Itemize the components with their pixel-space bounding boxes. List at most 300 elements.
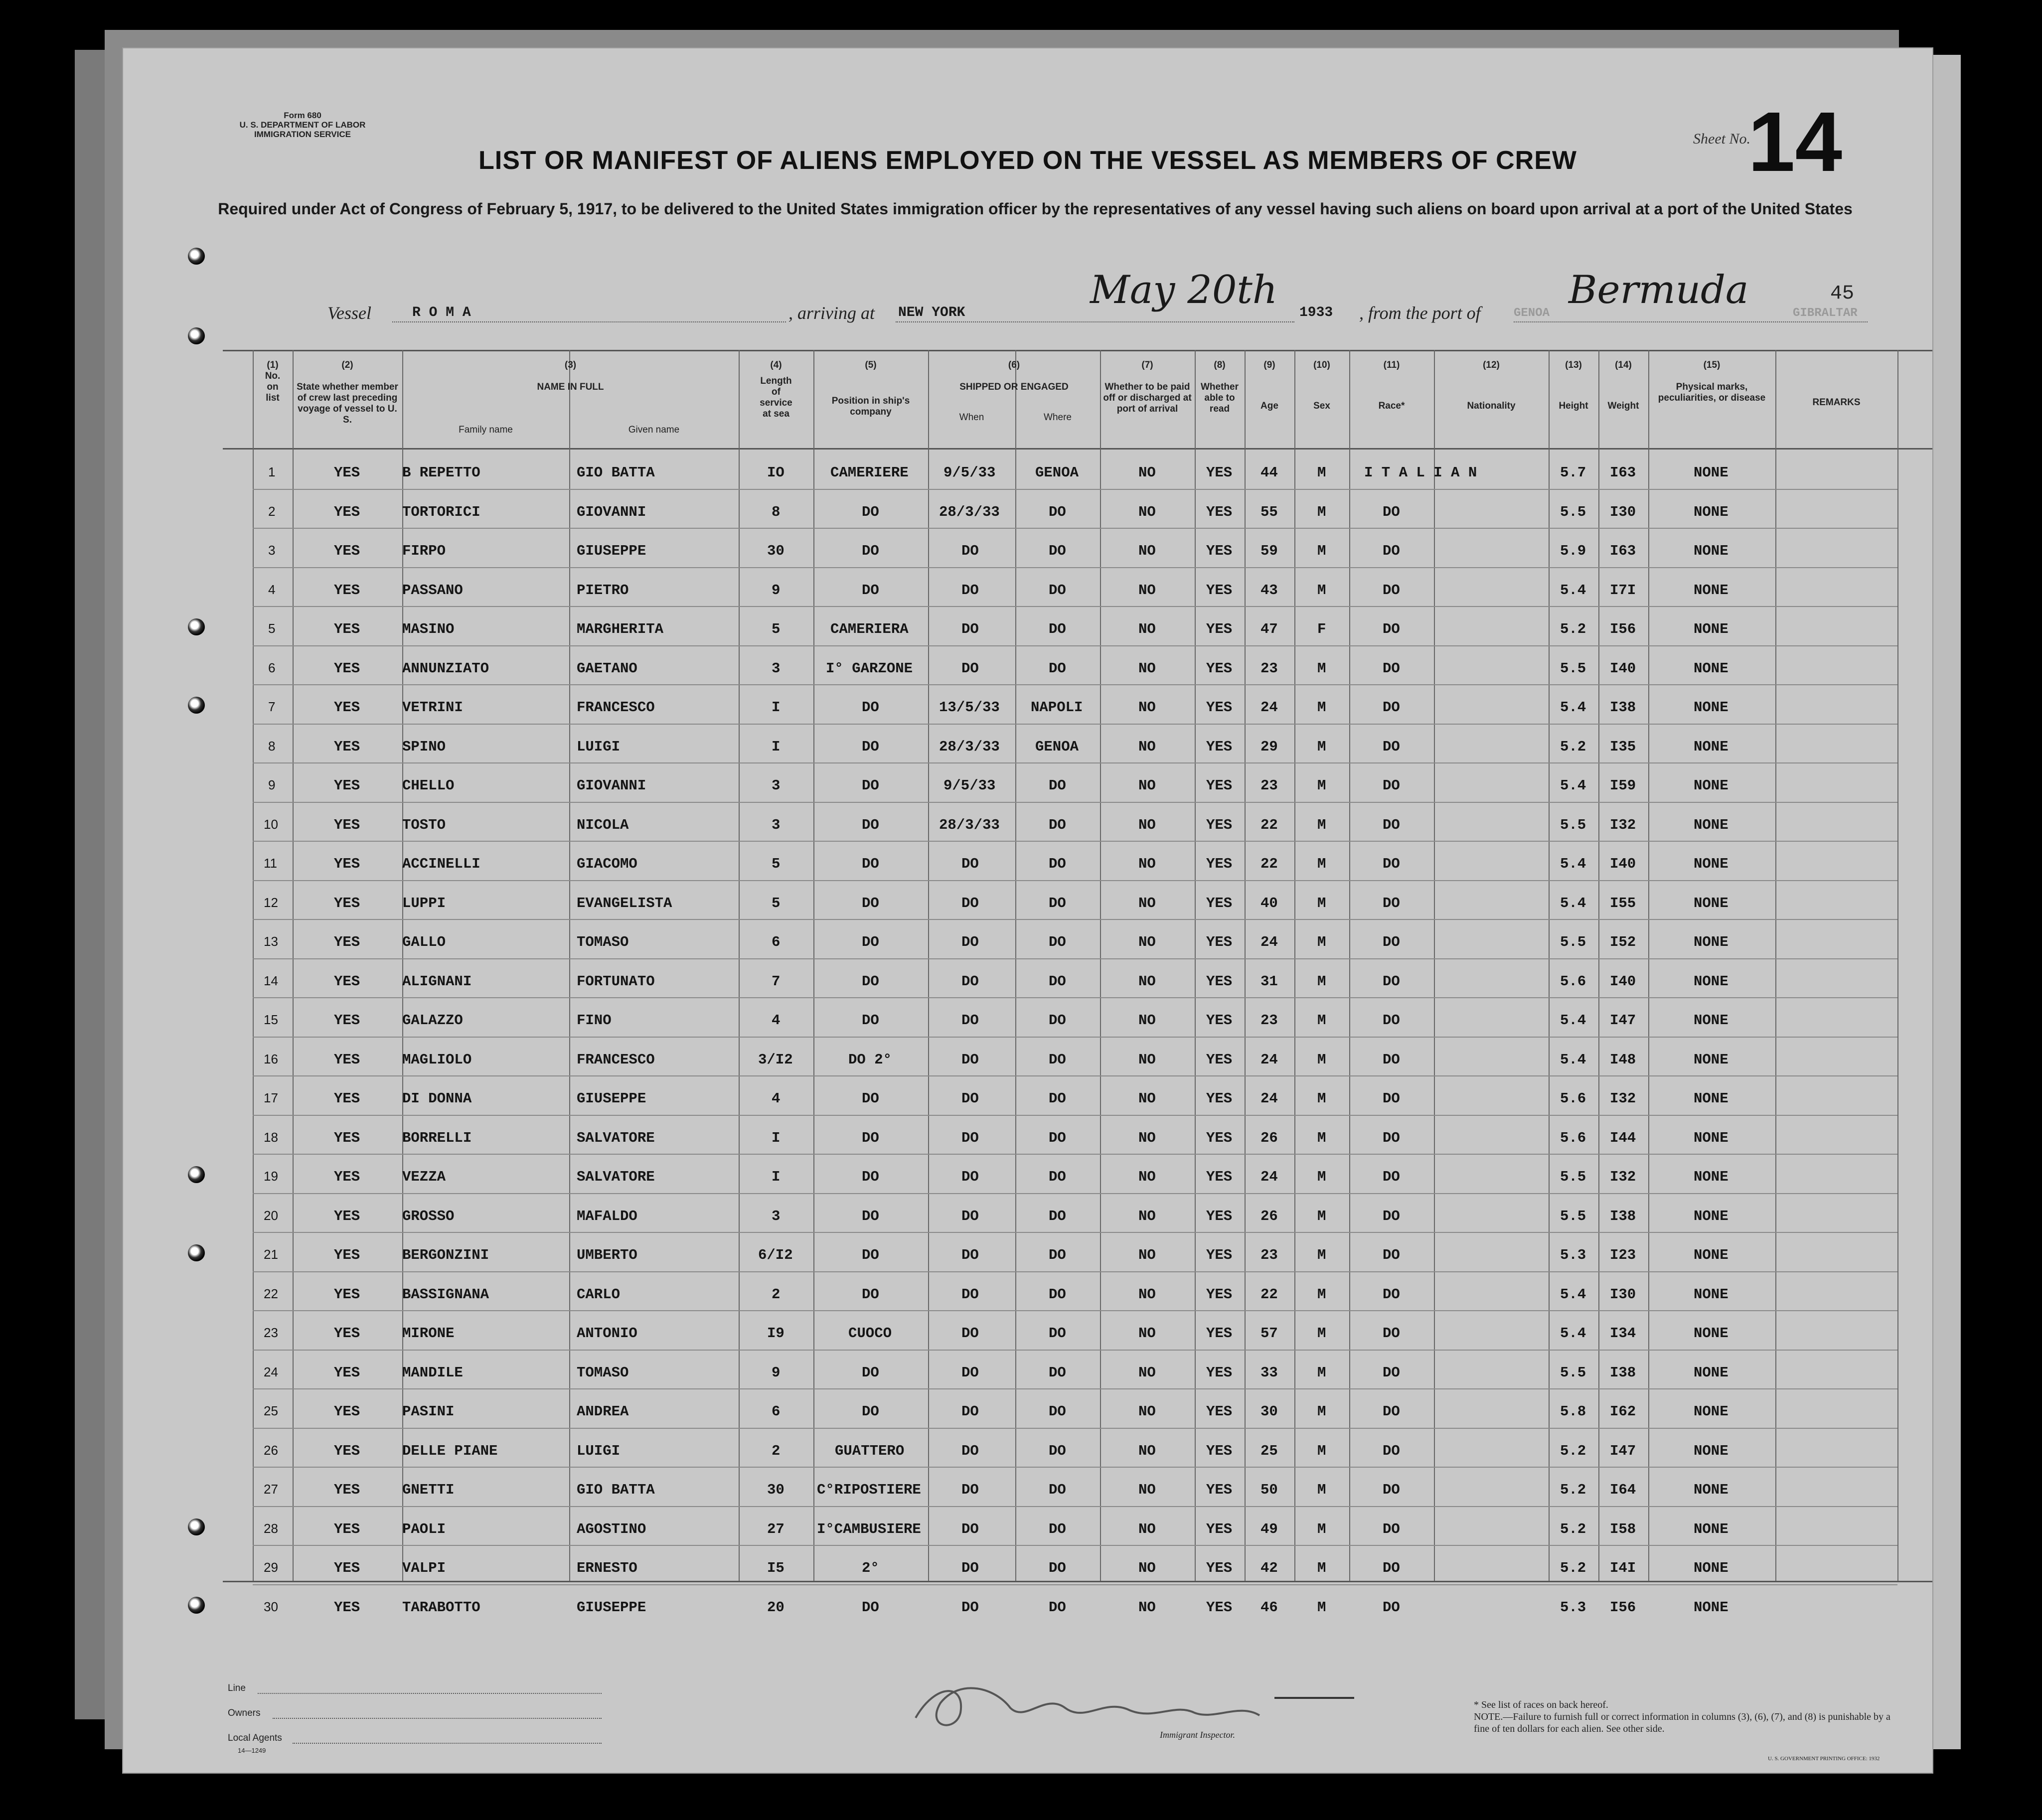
physical-marks-cell: NONE	[1694, 1560, 1728, 1576]
shipped-where-cell: DO	[1049, 1169, 1066, 1185]
prior-voyage-cell: YES	[334, 1599, 360, 1616]
age-cell: 40	[1260, 895, 1278, 911]
prior-voyage-cell: YES	[334, 699, 360, 716]
sex-cell: M	[1317, 543, 1326, 559]
height-cell: 5.3	[1560, 1599, 1586, 1616]
service-length-cell: I	[772, 699, 781, 716]
col13-header: (13) Height	[1559, 360, 1588, 411]
race-cell: DO	[1383, 582, 1400, 599]
col6-header: (6) SHIPPED OR ENGAGED	[959, 360, 1069, 392]
paid-off-cell: NO	[1138, 1599, 1156, 1616]
able-to-read-cell: YES	[1206, 738, 1233, 755]
shipped-where-cell: GENOA	[1035, 738, 1079, 755]
given-name-cell: NICOLA	[577, 816, 629, 833]
age-cell: 23	[1260, 777, 1278, 794]
sex-cell: M	[1317, 1403, 1326, 1420]
service-length-cell: I	[772, 1169, 781, 1185]
shipped-where-cell: DO	[1049, 973, 1066, 990]
race-cell: DO	[1383, 1012, 1400, 1029]
prior-voyage-cell: YES	[334, 1442, 360, 1459]
race-cell: DO	[1383, 1247, 1400, 1263]
age-cell: 29	[1260, 738, 1278, 755]
position-cell: CUOCO	[848, 1325, 892, 1342]
row-rule	[253, 489, 1897, 490]
position-cell: DO	[862, 1599, 879, 1616]
shipped-where-cell: NAPOLI	[1031, 699, 1083, 716]
sex-cell: M	[1317, 973, 1326, 990]
able-to-read-cell: YES	[1206, 1012, 1233, 1029]
height-cell: 5.2	[1560, 738, 1586, 755]
prior-voyage-cell: YES	[334, 895, 360, 911]
family-name-cell: ALIGNANI	[402, 973, 472, 990]
col2-header: (2) State whether member of crew last preceding voyage of vessel to U. S.	[297, 360, 398, 425]
given-name-cell: GIOVANNI	[577, 777, 646, 794]
height-cell: 5.2	[1560, 1560, 1586, 1576]
family-name-cell: CHELLO	[402, 777, 455, 794]
weight-cell: I30	[1610, 1286, 1636, 1303]
family-name-cell: PAOLI	[402, 1520, 446, 1537]
given-name-cell: FRANCESCO	[577, 1051, 655, 1068]
row-rule	[253, 606, 1897, 607]
able-to-read-cell: YES	[1206, 1325, 1233, 1342]
shipped-when-cell: DO	[961, 1599, 979, 1616]
paid-off-cell: NO	[1138, 1090, 1156, 1107]
row-number-cell: 13	[264, 934, 278, 949]
height-cell: 5.6	[1560, 1090, 1586, 1107]
punch-hole	[188, 1518, 205, 1535]
shipped-when-cell: DO	[961, 660, 979, 677]
given-name-cell: ANDREA	[577, 1403, 629, 1420]
sheet-label: Sheet No.	[1693, 131, 1750, 147]
weight-cell: I59	[1610, 777, 1636, 794]
shipped-where-cell: DO	[1049, 895, 1066, 911]
punch-hole	[188, 1244, 205, 1261]
paid-off-cell: NO	[1138, 1482, 1156, 1498]
given-name-cell: GIO BATTA	[577, 1482, 655, 1498]
row-number-cell: 22	[264, 1286, 278, 1301]
paid-off-cell: NO	[1138, 1051, 1156, 1068]
column-rule	[928, 350, 929, 1581]
family-name-cell: TOSTO	[402, 816, 446, 833]
able-to-read-cell: YES	[1206, 1520, 1233, 1537]
family-name-cell: VEZZA	[402, 1169, 446, 1185]
age-cell: 23	[1260, 1012, 1278, 1029]
row-number-cell: 18	[264, 1129, 278, 1145]
race-cell: DO	[1383, 1560, 1400, 1576]
age-cell: 22	[1260, 856, 1278, 872]
race-cell: DO	[1383, 1325, 1400, 1342]
row-number-cell: 3	[268, 543, 276, 558]
family-name-cell: BORRELLI	[402, 1129, 472, 1146]
prior-voyage-cell: YES	[334, 621, 360, 637]
family-name-cell: DELLE PIANE	[402, 1442, 498, 1459]
prior-voyage-cell: YES	[334, 660, 360, 677]
arriving-label: , arriving at	[788, 303, 875, 323]
column-rule	[569, 350, 570, 1581]
physical-marks-cell: NONE	[1694, 621, 1728, 637]
shipped-when-cell: DO	[961, 1520, 979, 1537]
given-name-cell: CARLO	[577, 1286, 621, 1303]
position-cell: DO	[862, 1012, 879, 1029]
position-cell: DO	[862, 777, 879, 794]
sex-cell: M	[1317, 582, 1326, 599]
family-name-cell: FIRPO	[402, 543, 446, 559]
weight-cell: I38	[1610, 1208, 1636, 1224]
row-number-cell: 16	[264, 1051, 278, 1066]
family-name-cell: TARABOTTO	[402, 1599, 480, 1616]
column-rule	[1897, 350, 1898, 1581]
able-to-read-cell: YES	[1206, 856, 1233, 872]
paid-off-cell: NO	[1138, 816, 1156, 833]
weight-cell: I32	[1610, 816, 1636, 833]
height-cell: 5.2	[1560, 621, 1586, 637]
arrival-year: 1933	[1299, 305, 1333, 320]
given-name-cell: TOMASO	[577, 1364, 629, 1381]
header-bottom-border	[223, 448, 1932, 450]
service-length-cell: 20	[767, 1599, 785, 1616]
prior-voyage-cell: YES	[334, 1247, 360, 1263]
position-cell: DO	[862, 816, 879, 833]
prior-voyage-cell: YES	[334, 1208, 360, 1224]
family-name-header: Family name	[459, 425, 513, 435]
race-cell: DO	[1383, 1442, 1400, 1459]
family-name-cell: B REPETTO	[402, 464, 480, 481]
race-cell: DO	[1383, 1403, 1400, 1420]
family-name-cell: VALPI	[402, 1560, 446, 1576]
service-length-cell: 9	[772, 1364, 781, 1381]
race-cell: DO	[1383, 1599, 1400, 1616]
able-to-read-cell: YES	[1206, 777, 1233, 794]
shipped-when-cell: DO	[961, 1442, 979, 1459]
paid-off-cell: NO	[1138, 1442, 1156, 1459]
race-cell: DO	[1383, 1286, 1400, 1303]
prior-voyage-cell: YES	[334, 1364, 360, 1381]
height-cell: 5.4	[1560, 1012, 1586, 1029]
paid-off-cell: NO	[1138, 1520, 1156, 1537]
position-cell: CAMERIERA	[830, 621, 909, 637]
physical-marks-cell: NONE	[1694, 1208, 1728, 1224]
weight-cell: I23	[1610, 1247, 1636, 1263]
row-rule	[253, 1467, 1897, 1468]
weight-cell: I32	[1610, 1169, 1636, 1185]
printing-office: U. S. GOVERNMENT PRINTING OFFICE: 1932	[1768, 1756, 1880, 1762]
shipped-where-cell: DO	[1049, 1442, 1066, 1459]
column-rule	[1434, 350, 1435, 1581]
service-length-cell: 5	[772, 895, 781, 911]
column-rule	[402, 350, 403, 1581]
row-rule	[253, 724, 1897, 725]
weight-cell: I44	[1610, 1129, 1636, 1146]
service-length-cell: 2	[772, 1442, 781, 1459]
service-length-cell: 5	[772, 621, 781, 637]
age-cell: 33	[1260, 1364, 1278, 1381]
able-to-read-cell: YES	[1206, 699, 1233, 716]
race-cell: DO	[1383, 1090, 1400, 1107]
shipped-where-cell: DO	[1049, 1129, 1066, 1146]
col8-header: (8) Whether able to read	[1201, 360, 1239, 414]
able-to-read-cell: YES	[1206, 1286, 1233, 1303]
service-length-cell: 9	[772, 582, 781, 599]
page-number: 45	[1830, 283, 1855, 305]
height-cell: 5.2	[1560, 1482, 1586, 1498]
weight-cell: I38	[1610, 699, 1636, 716]
sex-cell: M	[1317, 856, 1326, 872]
shipped-when-cell: 28/3/33	[939, 738, 1000, 755]
column-rule	[1648, 350, 1649, 1581]
age-cell: 47	[1260, 621, 1278, 637]
family-name-cell: MANDILE	[402, 1364, 463, 1381]
paid-off-cell: NO	[1138, 1169, 1156, 1185]
age-cell: 23	[1260, 1247, 1278, 1263]
punch-hole	[188, 1166, 205, 1183]
row-number-cell: 30	[264, 1599, 278, 1614]
row-number-cell: 12	[264, 895, 278, 910]
remarks-header: REMARKS	[1812, 397, 1861, 408]
shipped-where-cell: DO	[1049, 582, 1066, 599]
family-name-cell: LUPPI	[402, 895, 446, 911]
shipped-when-cell: 28/3/33	[939, 503, 1000, 520]
age-cell: 22	[1260, 1286, 1278, 1303]
punch-hole	[188, 697, 205, 714]
row-number-cell: 6	[268, 660, 276, 675]
column-rule	[253, 350, 254, 1581]
physical-marks-cell: NONE	[1694, 1442, 1728, 1459]
row-rule	[253, 1388, 1897, 1389]
physical-marks-cell: NONE	[1694, 816, 1728, 833]
sex-cell: M	[1317, 816, 1326, 833]
column-rule	[1294, 350, 1295, 1581]
local-agents-label: Local Agents	[228, 1733, 282, 1743]
sex-cell: M	[1317, 738, 1326, 755]
sex-cell: M	[1317, 1325, 1326, 1342]
height-cell: 5.5	[1560, 503, 1586, 520]
sex-cell: M	[1317, 1129, 1326, 1146]
service-length-cell: 6/I2	[758, 1247, 793, 1263]
row-number-cell: 23	[264, 1325, 278, 1340]
shipped-when-cell: DO	[961, 856, 979, 872]
row-number-cell: 9	[268, 777, 276, 792]
sex-cell: M	[1317, 699, 1326, 716]
shipped-when-cell: DO	[961, 1403, 979, 1420]
height-cell: 5.4	[1560, 1051, 1586, 1068]
able-to-read-cell: YES	[1206, 503, 1233, 520]
service-length-cell: I5	[767, 1560, 785, 1576]
row-rule	[253, 1428, 1897, 1429]
weight-cell: I56	[1610, 621, 1636, 637]
position-cell: CAMERIERE	[830, 464, 909, 481]
physical-marks-cell: NONE	[1694, 503, 1728, 520]
position-cell: DO	[862, 699, 879, 716]
sex-cell: M	[1317, 464, 1326, 481]
inspector-label: Immigrant Inspector.	[1160, 1730, 1235, 1740]
sex-cell: M	[1317, 1442, 1326, 1459]
position-cell: DO	[862, 738, 879, 755]
physical-marks-cell: NONE	[1694, 738, 1728, 755]
table-bottom-border	[223, 1581, 1932, 1582]
shipped-when-cell: 9/5/33	[943, 464, 996, 481]
weight-cell: I47	[1610, 1442, 1636, 1459]
prior-voyage-cell: YES	[334, 1560, 360, 1576]
service-length-cell: 5	[772, 856, 781, 872]
row-number-cell: 19	[264, 1169, 278, 1184]
col12-header: (12) Nationality	[1467, 360, 1516, 411]
shipped-when-cell: DO	[961, 1051, 979, 1068]
arriving-port: NEW YORK	[898, 305, 965, 320]
shipped-where-cell: DO	[1049, 1364, 1066, 1381]
shipped-where-cell: DO	[1049, 934, 1066, 950]
prior-voyage-cell: YES	[334, 777, 360, 794]
column-rule	[1245, 350, 1246, 1581]
able-to-read-cell: YES	[1206, 973, 1233, 990]
penalty-note: NOTE.—Failure to furnish full or correct information in columns (3), (6), (7), and (8) is punishable by a fine of ten dollars for each alien. See other side.	[1474, 1711, 1890, 1734]
physical-marks-cell: NONE	[1694, 582, 1728, 599]
shipped-when-cell: DO	[961, 1208, 979, 1224]
position-cell: GUATTERO	[835, 1442, 905, 1459]
given-name-cell: FINO	[577, 1012, 612, 1029]
from-port-struck-2: GIBRALTAR	[1793, 306, 1858, 320]
shipped-where-cell: DO	[1049, 1482, 1066, 1498]
sex-cell: M	[1317, 1286, 1326, 1303]
vessel-name: R O M A	[412, 305, 471, 320]
row-number-cell: 20	[264, 1208, 278, 1223]
height-cell: 5.6	[1560, 973, 1586, 990]
physical-marks-cell: NONE	[1694, 934, 1728, 950]
shipped-when-cell: 13/5/33	[939, 699, 1000, 716]
shipped-when-cell: DO	[961, 1364, 979, 1381]
row-number-cell: 14	[264, 973, 278, 988]
height-cell: 5.2	[1560, 1520, 1586, 1537]
weight-cell: I35	[1610, 738, 1636, 755]
race-cell: DO	[1383, 816, 1400, 833]
vessel-label: Vessel	[327, 303, 371, 323]
service-length-cell: 30	[767, 543, 785, 559]
paid-off-cell: NO	[1138, 934, 1156, 950]
col7-header: (7) Whether to be paid off or discharged at port of arrival	[1103, 360, 1192, 414]
given-name-cell: GAETANO	[577, 660, 637, 677]
able-to-read-cell: YES	[1206, 934, 1233, 950]
paid-off-cell: NO	[1138, 777, 1156, 794]
age-cell: 43	[1260, 582, 1278, 599]
row-rule	[253, 684, 1897, 685]
family-name-cell: GNETTI	[402, 1482, 455, 1498]
position-cell: DO	[862, 582, 879, 599]
paid-off-cell: NO	[1138, 1247, 1156, 1263]
height-cell: 5.4	[1560, 895, 1586, 911]
given-name-cell: PIETRO	[577, 582, 629, 599]
height-cell: 5.8	[1560, 1403, 1586, 1420]
sex-cell: M	[1317, 777, 1326, 794]
weight-cell: I34	[1610, 1325, 1636, 1342]
race-cell: DO	[1383, 1520, 1400, 1537]
row-rule	[253, 1545, 1897, 1546]
age-cell: 50	[1260, 1482, 1278, 1498]
physical-marks-cell: NONE	[1694, 699, 1728, 716]
height-cell: 5.4	[1560, 699, 1586, 716]
shipped-when-cell: DO	[961, 934, 979, 950]
row-rule	[253, 997, 1897, 998]
given-name-cell: GIO BATTA	[577, 464, 655, 481]
position-cell: I° GARZONE	[826, 660, 913, 677]
row-rule	[253, 1506, 1897, 1507]
from-port-struck: GENOA	[1514, 306, 1550, 320]
prior-voyage-cell: YES	[334, 738, 360, 755]
physical-marks-cell: NONE	[1694, 1247, 1728, 1263]
row-rule	[253, 1232, 1897, 1233]
weight-cell: I7I	[1610, 582, 1636, 599]
given-name-cell: LUIGI	[577, 1442, 621, 1459]
age-cell: 30	[1260, 1403, 1278, 1420]
height-cell: 5.4	[1560, 856, 1586, 872]
prior-voyage-cell: YES	[334, 1286, 360, 1303]
physical-marks-cell: NONE	[1694, 660, 1728, 677]
position-cell: 2°	[862, 1560, 879, 1576]
physical-marks-cell: NONE	[1694, 1325, 1728, 1342]
shipped-where-cell: GENOA	[1035, 464, 1079, 481]
physical-marks-cell: NONE	[1694, 1129, 1728, 1146]
col14-header: (14) Weight	[1607, 360, 1639, 411]
prior-voyage-cell: YES	[334, 503, 360, 520]
able-to-read-cell: YES	[1206, 1051, 1233, 1068]
physical-marks-cell: NONE	[1694, 1482, 1728, 1498]
sex-cell: M	[1317, 1599, 1326, 1616]
prior-voyage-cell: YES	[334, 973, 360, 990]
shipped-when-cell: DO	[961, 1012, 979, 1029]
prior-voyage-cell: YES	[334, 464, 360, 481]
shipped-when-cell: DO	[961, 1090, 979, 1107]
from-port-label: , from the port of	[1359, 303, 1481, 323]
prior-voyage-cell: YES	[334, 856, 360, 872]
from-port-handwritten: Bermuda	[1569, 268, 1749, 312]
family-name-cell: MAGLIOLO	[402, 1051, 472, 1068]
sex-cell: M	[1317, 1169, 1326, 1185]
able-to-read-cell: YES	[1206, 543, 1233, 559]
family-name-cell: BERGONZINI	[402, 1247, 489, 1263]
sex-cell: M	[1317, 934, 1326, 950]
sex-cell: M	[1317, 1560, 1326, 1576]
paid-off-cell: NO	[1138, 895, 1156, 911]
prior-voyage-cell: YES	[334, 1325, 360, 1342]
height-cell: 5.4	[1560, 582, 1586, 599]
height-cell: 5.4	[1560, 777, 1586, 794]
age-cell: 24	[1260, 1090, 1278, 1107]
paid-off-cell: NO	[1138, 1208, 1156, 1224]
family-name-cell: GALAZZO	[402, 1012, 463, 1029]
family-name-cell: ANNUNZIATO	[402, 660, 489, 677]
able-to-read-cell: YES	[1206, 621, 1233, 637]
weight-cell: I32	[1610, 1090, 1636, 1107]
able-to-read-cell: YES	[1206, 895, 1233, 911]
position-cell: DO	[862, 1090, 879, 1107]
height-cell: 5.5	[1560, 1169, 1586, 1185]
given-name-cell: TOMASO	[577, 934, 629, 950]
physical-marks-cell: NONE	[1694, 543, 1728, 559]
given-name-cell: SALVATORE	[577, 1129, 655, 1146]
row-number-cell: 10	[264, 816, 278, 832]
position-cell: DO	[862, 856, 879, 872]
able-to-read-cell: YES	[1206, 1208, 1233, 1224]
given-name-cell: GIUSEPPE	[577, 1599, 646, 1616]
physical-marks-cell: NONE	[1694, 1012, 1728, 1029]
col1-header: (1) No. on list	[265, 360, 281, 403]
family-name-cell: GALLO	[402, 934, 446, 950]
able-to-read-cell: YES	[1206, 1364, 1233, 1381]
height-cell: 5.5	[1560, 934, 1586, 950]
weight-cell: I40	[1610, 973, 1636, 990]
position-cell: DO	[862, 1247, 879, 1263]
height-cell: 5.2	[1560, 1442, 1586, 1459]
weight-cell: I38	[1610, 1364, 1636, 1381]
position-cell: DO	[862, 934, 879, 950]
